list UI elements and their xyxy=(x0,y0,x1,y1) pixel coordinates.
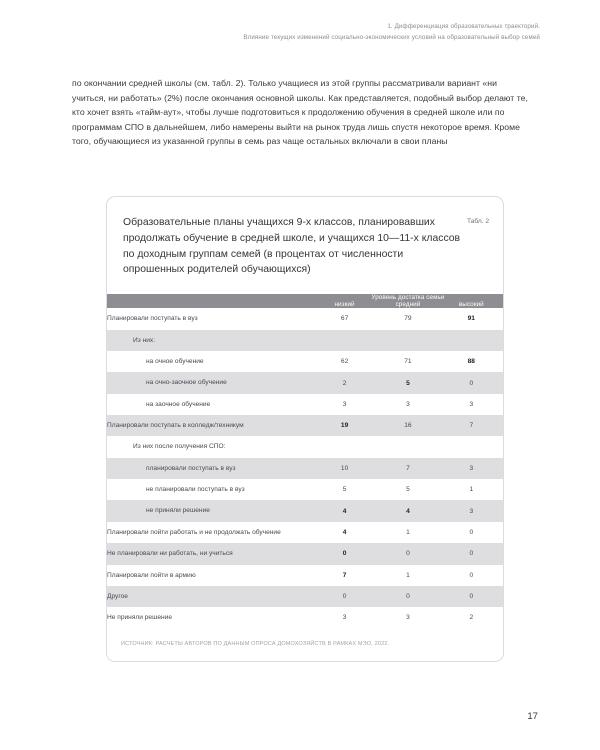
row-value: 16 xyxy=(376,415,439,436)
row-value: 4 xyxy=(376,500,439,521)
row-value: 4 xyxy=(313,500,376,521)
education-plans-table xyxy=(107,294,503,628)
row-value: 3 xyxy=(376,607,439,628)
row-value xyxy=(313,330,376,351)
table-row xyxy=(107,565,503,586)
row-value: 3 xyxy=(313,394,376,415)
group-header-spacer xyxy=(107,294,313,301)
row-value: 67 xyxy=(313,308,376,329)
row-value: 0 xyxy=(440,586,503,607)
row-value: 3 xyxy=(440,500,503,521)
row-value xyxy=(313,436,376,457)
row-value xyxy=(376,330,439,351)
table-row xyxy=(107,351,503,372)
row-value: 3 xyxy=(313,607,376,628)
row-value: 0 xyxy=(313,543,376,564)
row-value: 71 xyxy=(376,351,439,372)
row-value: 5 xyxy=(376,372,439,393)
column-header-low: низкий xyxy=(313,301,376,308)
table-row xyxy=(107,607,503,628)
running-head xyxy=(120,22,540,44)
table-column-header-row xyxy=(107,301,503,308)
row-label: Из них после получения СПО: xyxy=(107,436,313,457)
table-head xyxy=(107,294,503,308)
row-value: 0 xyxy=(440,565,503,586)
row-label: на очное обучение xyxy=(107,351,313,372)
table-row xyxy=(107,458,503,479)
table-row xyxy=(107,586,503,607)
column-header-medium: средний xyxy=(376,301,439,308)
row-label: Планировали пойти работать и не продолжать обучение xyxy=(107,522,313,543)
row-label: Планировали поступать в колледж/техникум xyxy=(107,415,313,436)
row-value: 10 xyxy=(313,458,376,479)
row-label: на заочное обучение xyxy=(107,394,313,415)
table-row xyxy=(107,436,503,457)
row-value: 19 xyxy=(313,415,376,436)
table-row xyxy=(107,394,503,415)
row-value xyxy=(376,436,439,457)
row-label: Планировали поступать в вуз xyxy=(107,308,313,329)
table-row xyxy=(107,522,503,543)
row-label: Не приняли решение xyxy=(107,607,313,628)
row-value xyxy=(440,436,503,457)
table-group-header-row xyxy=(107,294,503,301)
row-value: 0 xyxy=(376,586,439,607)
row-value: 62 xyxy=(313,351,376,372)
row-value: 0 xyxy=(313,586,376,607)
column-header-spacer xyxy=(107,301,313,308)
table-body xyxy=(107,308,503,628)
row-value: 5 xyxy=(376,479,439,500)
running-head-line-2: Влияние текущих изменений социально-экономических условий на образовательный выбор семей xyxy=(243,33,540,41)
row-value: 7 xyxy=(313,565,376,586)
row-value: 0 xyxy=(440,522,503,543)
table-row xyxy=(107,500,503,521)
row-value: 2 xyxy=(440,607,503,628)
table-row xyxy=(107,415,503,436)
table-source-note: ИСТОЧНИК: РАСЧЕТЫ АВТОРОВ ПО ДАННЫМ ОПРОСА ДОМОХОЗЯЙСТВ В РАМКАХ МЭО, 2022. xyxy=(107,629,503,661)
row-value: 0 xyxy=(440,372,503,393)
row-value: 1 xyxy=(376,522,439,543)
row-label: планировали поступать в вуз xyxy=(107,458,313,479)
row-value: 1 xyxy=(440,479,503,500)
row-value: 4 xyxy=(313,522,376,543)
row-label: Планировали пойти в армию xyxy=(107,565,313,586)
row-value xyxy=(440,330,503,351)
row-label: Другое xyxy=(107,586,313,607)
page-number: 17 xyxy=(527,711,538,722)
row-value: 3 xyxy=(440,394,503,415)
body-paragraph: по окончании средней школы (см. табл. 2). Только учащиеся из этой группы рассматривали вариант «ни учиться, ни работать» (2%) после окончания основной школы. Как представляется, подобный выбор делают те, кто хочет взять «тайм-аут», чтобы лучше подготовиться к продолжению обучения в средней школе или по программам СПО в дальнейшем, либо намерены выйти на рынок труда лишь спустя некоторое время. Кроме того, обучающиеся из указанной группы в семь раз чаще остальных включали в свои планы xyxy=(72,78,528,147)
table-row xyxy=(107,479,503,500)
table-row xyxy=(107,543,503,564)
row-value: 79 xyxy=(376,308,439,329)
table-title: Образовательные планы учащихся 9-х классов, планировавших продолжать обучение в средней школе, и учащихся 10—11-х классов по доходным группам семей (в процентах от численности опрошенных родителей обучающихся) xyxy=(123,217,461,276)
table-number-label: Табл. 2 xyxy=(466,218,489,225)
row-value: 91 xyxy=(440,308,503,329)
row-value: 3 xyxy=(376,394,439,415)
row-value: 1 xyxy=(376,565,439,586)
row-value: 7 xyxy=(440,415,503,436)
row-label: не приняли решение xyxy=(107,500,313,521)
row-value: 7 xyxy=(376,458,439,479)
row-label: Из них: xyxy=(107,330,313,351)
group-header-label: Уровень достатка семьи xyxy=(313,294,503,301)
table-row xyxy=(107,308,503,329)
table-row xyxy=(107,330,503,351)
table-card-header xyxy=(107,197,503,294)
row-label: Не планировали ни работать, ни учиться xyxy=(107,543,313,564)
column-header-high: высокий xyxy=(440,301,503,308)
row-value: 0 xyxy=(440,543,503,564)
running-head-line-1: 1. Дифференциация образовательных траекторий. xyxy=(387,23,540,30)
row-value: 88 xyxy=(440,351,503,372)
row-value: 3 xyxy=(440,458,503,479)
row-value: 5 xyxy=(313,479,376,500)
row-value: 2 xyxy=(313,372,376,393)
row-label: на очно-заочное обучение xyxy=(107,372,313,393)
row-value: 0 xyxy=(376,543,439,564)
table-row xyxy=(107,372,503,393)
table-card xyxy=(106,196,504,662)
row-label: не планировали поступать в вуз xyxy=(107,479,313,500)
